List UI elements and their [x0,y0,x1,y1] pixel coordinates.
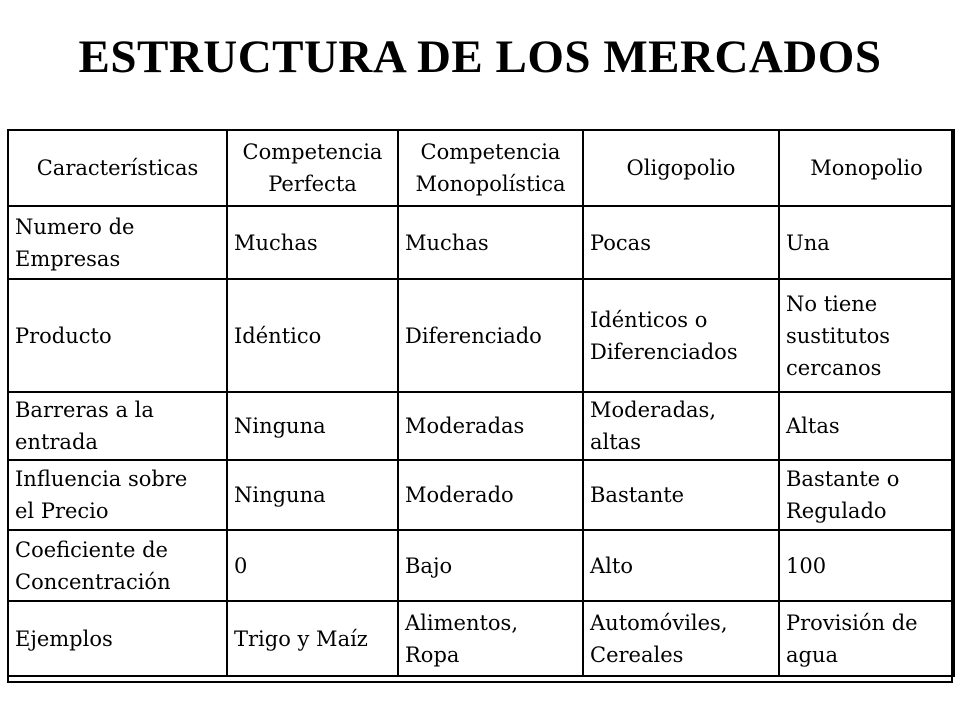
table-row [8,601,954,676]
row-label: Producto [8,279,227,392]
table-cell: Alto [583,530,779,601]
table-cell: Provisión de agua [779,601,954,676]
table-cell: Idénticos o Diferenciados [583,279,779,392]
header-competencia-perfecta: Competencia Perfecta [227,130,398,206]
header-caracteristicas: Características [8,130,227,206]
page-title: ESTRUCTURA DE LOS MERCADOS [78,31,882,83]
table-row [8,460,954,530]
table-cell: Ninguna [227,392,398,460]
table-row [8,279,954,392]
table-cell: Moderado [398,460,583,530]
row-label: Barreras a la entrada [8,392,227,460]
table-cell: Ninguna [227,460,398,530]
row-label: Coeficiente de Concentración [8,530,227,601]
market-structure-table [7,129,955,677]
table-cell: Bajo [398,530,583,601]
table-cell: Pocas [583,206,779,279]
table-cell: Diferenciado [398,279,583,392]
header-oligopolio: Oligopolio [583,130,779,206]
table-cell: Automóviles, Cereales [583,601,779,676]
table-row [8,392,954,460]
table-header-row [8,130,954,206]
table-cell: Bastante [583,460,779,530]
table-cell: Moderadas, altas [583,392,779,460]
table-cell: Trigo y Maíz [227,601,398,676]
header-monopolio: Monopolio [779,130,954,206]
row-label: Ejemplos [8,601,227,676]
table-row [8,530,954,601]
row-label: Numero de Empresas [8,206,227,279]
table-cell: Alimentos, Ropa [398,601,583,676]
table-cell: 0 [227,530,398,601]
row-label: Influencia sobre el Precio [8,460,227,530]
table-row [8,206,954,279]
table-cell: Altas [779,392,954,460]
table-cell: Muchas [398,206,583,279]
header-competencia-monopolistica: Competencia Monopolística [398,130,583,206]
table-cell: Una [779,206,954,279]
table-cell: Muchas [227,206,398,279]
table-cell: Moderadas [398,392,583,460]
table-cell: Idéntico [227,279,398,392]
table-cell: 100 [779,530,954,601]
table-cell: No tiene sustitutos cercanos [779,279,954,392]
table-cell: Bastante o Regulado [779,460,954,530]
